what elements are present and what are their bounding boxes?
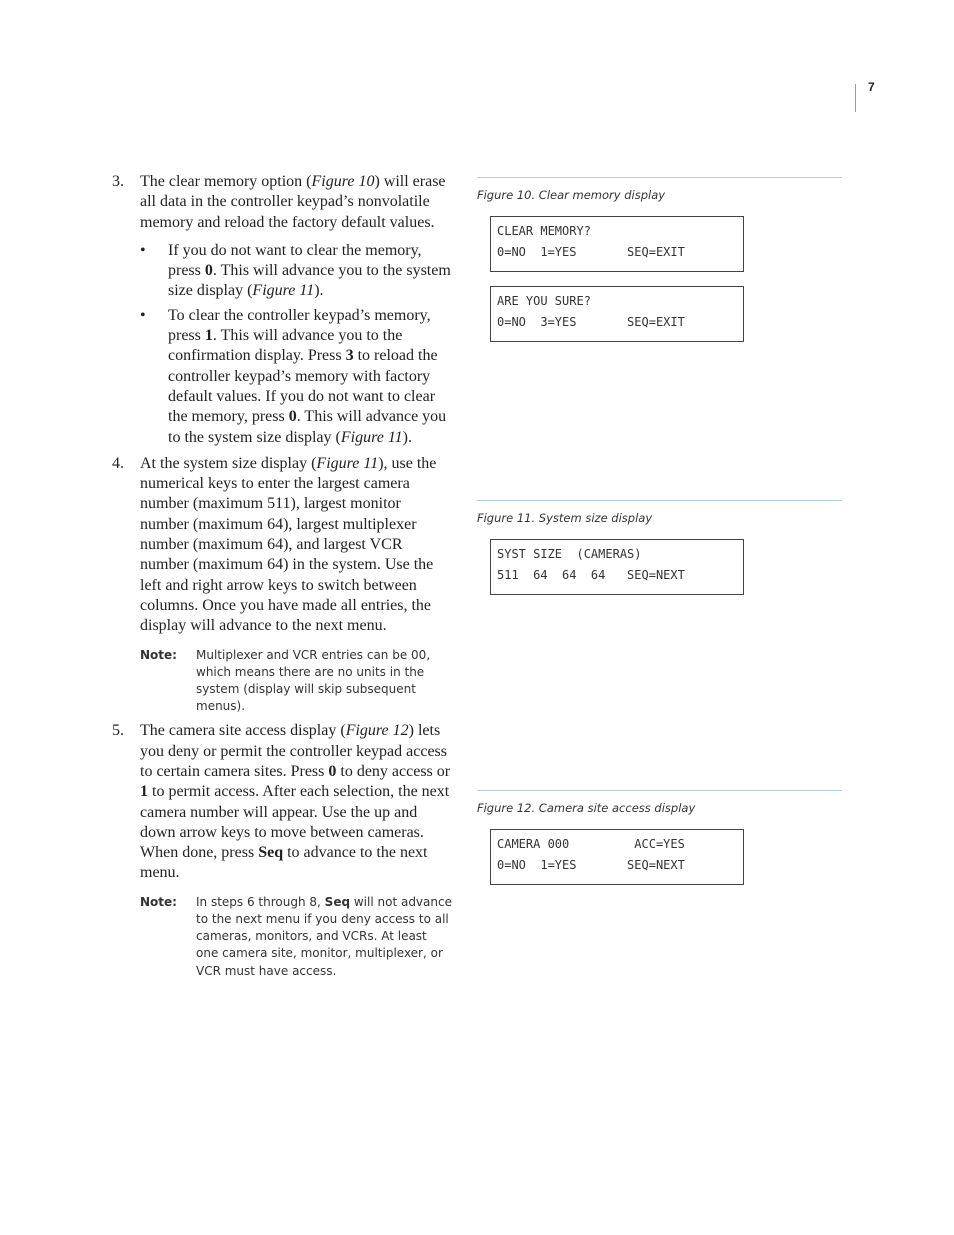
note-multiplexer (112, 647, 452, 716)
figure-ref: Figure 10 (311, 173, 375, 190)
figure-12 (477, 790, 842, 885)
key-label: 0 (204, 262, 213, 280)
step-4: 4. At the system size display (Figure 11), use the numerical keys to enter the largest camera number (maximum 511), largest monitor number (maximum 64), largest multiplexer number (maximum 64), and largest VCR number (maximum 64) in the system. Use the left and right arrow keys to switch between columns. Once you have made all entries, the display will advance to the next menu. (112, 454, 437, 635)
bullet-dot: • (140, 241, 146, 259)
lcd-line: 0=NO 3=YES SEQ=EXIT (497, 314, 685, 329)
lcd-display-clear-memory (490, 216, 744, 272)
figure-caption: Figure 12. Camera site access display (477, 801, 696, 815)
step-number: 4. (112, 454, 124, 472)
lcd-display-camera-access (490, 829, 744, 885)
bullet-keep-memory: • If you do not want to clear the memory, press 0. This will advance you to the system size display (Figure 11). (140, 241, 451, 300)
figure-rule (477, 500, 842, 501)
step-3: 3. The clear memory option (Figure 10) will erase all data in the controller keypad’s nonvolatile memory and reload the factory default values. (112, 173, 446, 231)
key-label: Seq (324, 894, 351, 909)
note-text: Multiplexer and VCR entries can be 00, which means there are no units in the system (display will skip subsequent menus). (196, 647, 431, 714)
lcd-line: 0=NO 1=YES SEQ=NEXT (497, 857, 685, 872)
figure-10 (477, 177, 842, 342)
step-number: 5. (112, 722, 124, 740)
key-label: 0 (328, 762, 337, 780)
bullet-dot: • (140, 306, 146, 324)
lcd-line: CLEAR MEMORY? (497, 224, 591, 238)
lcd-line: 511 64 64 64 SEQ=NEXT (497, 567, 685, 582)
key-label: 1 (140, 783, 148, 801)
figure-caption: Figure 11. System size display (477, 511, 653, 525)
lcd-display-system-size (490, 539, 744, 595)
figure-11 (477, 500, 842, 595)
figure-ref: Figure 11 (316, 454, 379, 472)
key-label: 3 (345, 347, 354, 365)
figure-ref: Figure 11 (252, 282, 315, 300)
figure-ref: Figure 11 (340, 428, 403, 446)
note-label: Note: (140, 647, 177, 662)
lcd-line: ARE YOU SURE? (497, 294, 591, 308)
header-rule (855, 84, 856, 112)
note-label: Note: (140, 894, 177, 909)
step-number: 3. (112, 173, 124, 190)
key-label: 0 (288, 408, 297, 426)
lcd-display-confirm (490, 286, 744, 342)
note-seq: Note: In steps 6 through 8, Seq will not advance to the next menu if you deny access to all cameras, monitors, and VCRs. At least one camera site, monitor, multiplexer, or VCR must have access. (140, 894, 452, 978)
figure-caption: Figure 10. Clear memory display (477, 188, 666, 202)
figure-rule (477, 177, 842, 178)
lcd-line: CAMERA 000 ACC=YES (497, 837, 685, 851)
key-label: Seq (258, 844, 284, 862)
lcd-line: 0=NO 1=YES SEQ=EXIT (497, 244, 685, 259)
lcd-line: SYST SIZE (CAMERAS) (497, 547, 642, 561)
step-3-options (112, 241, 452, 448)
page-number: 7 (868, 80, 875, 94)
key-label: 1 (204, 327, 213, 345)
step-5: 5. The camera site access display (Figure 12) lets you deny or permit the controller keypad access to certain camera sites. Press 0 to deny access or 1 to permit access. After each selection, the next camera number will appear. Use the up and down arrow keys to move between cameras. When done, press Seq to advance to the next menu. (112, 722, 451, 882)
instructions-column (112, 172, 452, 986)
figure-rule (477, 790, 842, 791)
bullet-clear-memory: • To clear the controller keypad’s memory, press 1. This will advance you to the confirmation display. Press 3 to reload the controller keypad’s memory with factory default values. If you do not want to clear the memory, press 0. This will advance you to the system size display (Figure 11). (140, 306, 447, 446)
figure-ref: Figure 12 (345, 722, 409, 740)
